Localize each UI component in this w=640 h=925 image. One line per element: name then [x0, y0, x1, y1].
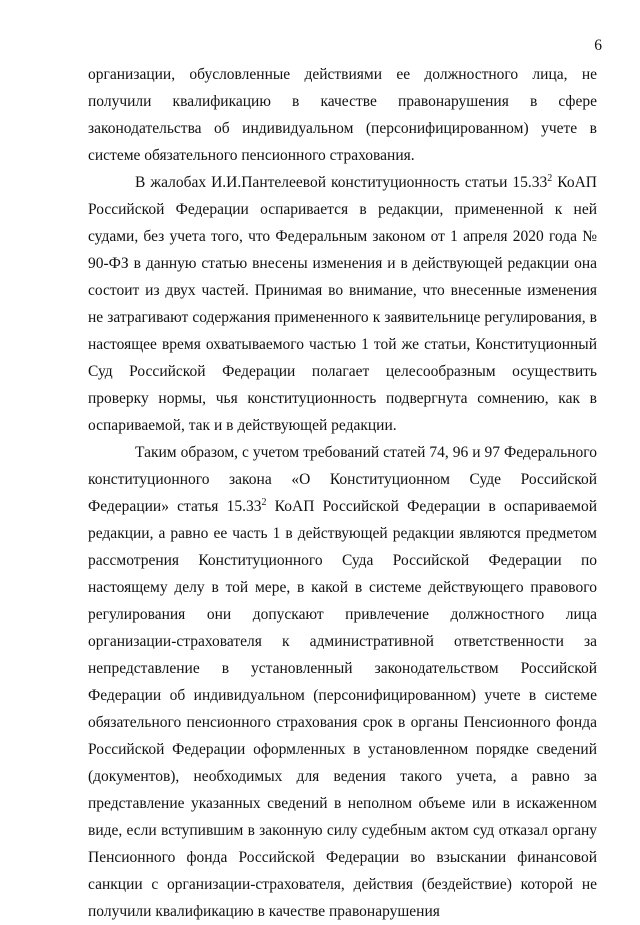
- document-body: [88, 61, 597, 925]
- paragraph-text: В жалобах И.И.Пантелеевой конституционность статьи 15.33: [135, 174, 548, 191]
- superscript: 2: [547, 173, 553, 184]
- paragraph-text: организации, обусловленные действиями ее должностного лица, не получили квалификацию в качестве правонарушения в сфере законодательства об индивидуальном (персонифицированном) учете в системе обязательного пенсионного страхования.: [88, 66, 597, 164]
- paragraph-1: [88, 61, 597, 169]
- paragraph-text: КоАП Российской Федерации в оспариваемой редакции, а равно ее часть 1 в действующей редакции являются предметом рассмотрения Конституционного Суда Российской Федерации по настоящему делу в той мере, в какой в системе действующего правового регулирования они допускают привлечение должностного лица организации-страхователя к административной ответственности за непредставление в установленный законодательством Российской Федерации об индивидуальном (персонифицированном) учете в системе обязательного пенсионного страхования срок в органы Пенсионного фонда Российской Федерации оформленных в установленном порядке сведений (документов), необходимых для ведения такого учета, а равно за представление указанных сведений в неполном объеме или в искаженном виде, если вступившим в законную силу судебным актом суд отказал органу Пенсионного фонда Российской Федерации во взыскании финансовой санкции с организации-страхователя, действия (бездействие) которой не получили квалификацию в качестве правонарушения: [88, 498, 597, 920]
- paragraph-2: [88, 169, 597, 439]
- paragraph-text: КоАП Российской Федерации оспаривается в редакции, примененной к ней судами, без учета того, что Федеральным законом от 1 апреля 2020 года № 90-ФЗ в данную статью внесены изменения и в действующей редакции она состоит из двух частей. Принимая во внимание, что внесенные изменения не затрагивают содержания примененного к заявительнице регулирования, в настоящее время охватываемого частью 1 той же статьи, Конституционный Суд Российской Федерации полагает целесообразным осуществить проверку нормы, чья конституционность подвергнута сомнению, как в оспариваемой, так и в действующей редакции.: [88, 174, 597, 434]
- paragraph-text: Таким образом, с учетом требований статей 74, 96 и 97 Федерального конституционного закона «О Конституционном Суде Российской Федерации» статья 15.33: [88, 444, 597, 515]
- superscript: 2: [261, 497, 267, 508]
- paragraph-3: [88, 439, 597, 925]
- page-number: 6: [594, 37, 602, 54]
